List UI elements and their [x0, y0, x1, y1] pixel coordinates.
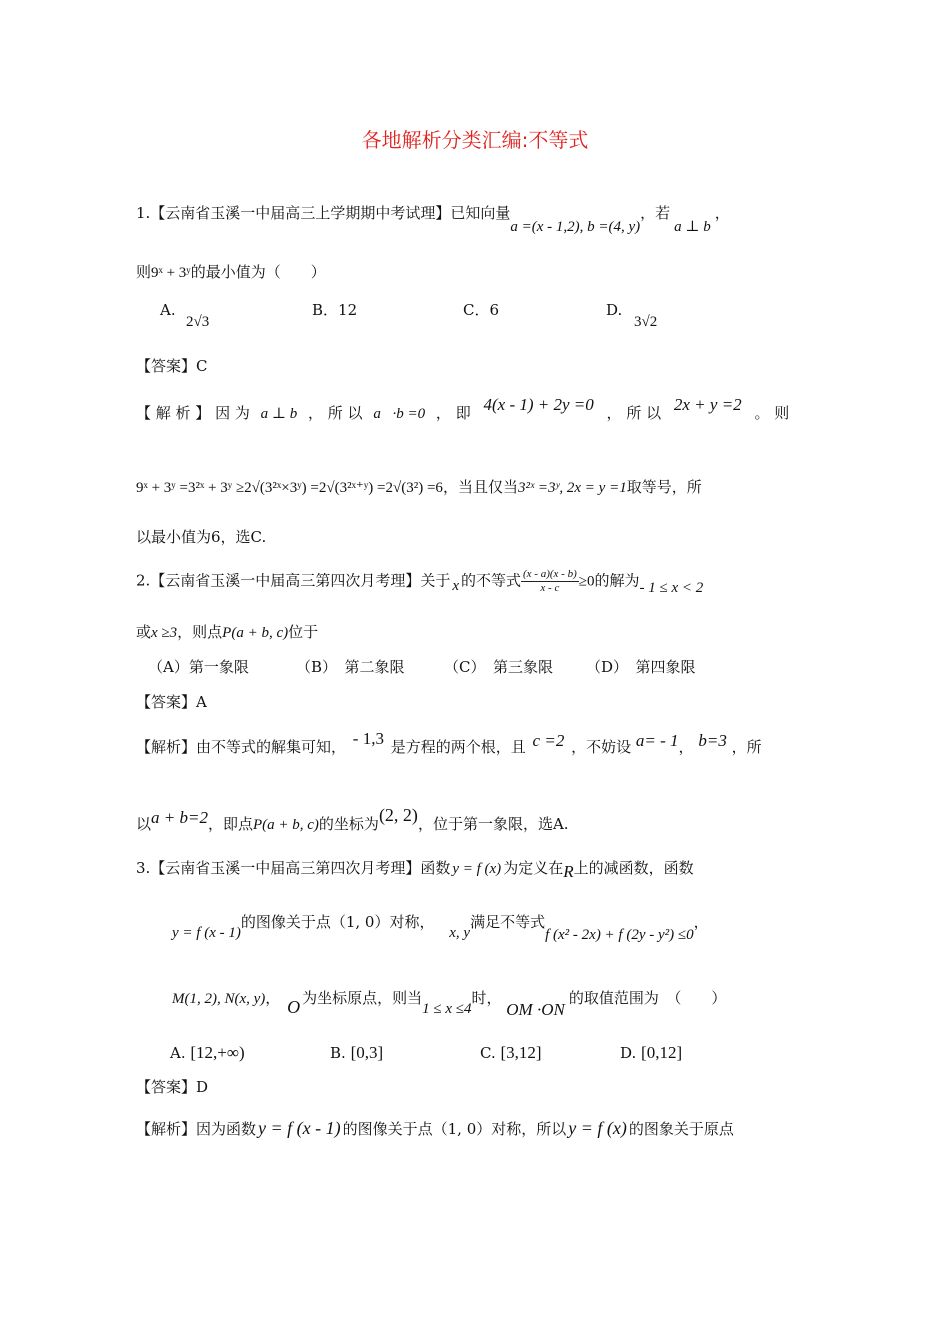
q1-exp-eq1: 4(x - 1) + 2y =0 [483, 395, 594, 414]
q2-ge0: ≥0 [578, 573, 595, 590]
q1-answer: 【答案】C [136, 357, 208, 375]
q2-stem-line-1 [136, 568, 703, 595]
q2-answer: 【答案】A [136, 693, 207, 711]
q3-stem-f: 为坐标原点，则当 [302, 989, 423, 1007]
q1-option-c: C．6 [463, 301, 500, 319]
q3-stem-line-3 [172, 987, 727, 1019]
q2-exp-5: 以 [136, 815, 152, 833]
q2-fraction [521, 568, 579, 595]
q1-stem-a: 1.【云南省玉溪一中届高三上学期期中考试理】已知向量 [136, 204, 511, 222]
q2-frac-num: (x - a)(x - b) [523, 568, 577, 580]
q3-stem-g: 时， [471, 989, 502, 1007]
q1-if: ，若 [640, 204, 671, 222]
page-title: 各地解析分类汇编:不等式 [361, 128, 589, 152]
q1-stem-line-2 [136, 262, 326, 283]
q2-option-d: （D） 第四象限 [586, 658, 696, 676]
q1-then: 则 [136, 263, 152, 281]
q3-option-d-label: D. [620, 1044, 637, 1062]
q3-option-a [170, 1043, 245, 1063]
q3-option-a-label: A. [170, 1044, 186, 1062]
q2-exp-coord: (2, 2) [378, 805, 418, 825]
q1-condition: a ⊥ b [674, 219, 711, 235]
q3-explanation-line-1 [136, 1118, 734, 1139]
q3-option-a-value: [12,+∞) [190, 1043, 245, 1062]
q3-dot: OM ·ON [506, 1000, 565, 1019]
q1-exp-7: 取等号，所 [626, 478, 702, 496]
q2-x: x [452, 577, 459, 594]
q3-comma: ， [693, 913, 709, 931]
q3-stem-a: 3.【云南省玉溪一中届高三第四次月考理】函数 [136, 859, 451, 877]
q1-vectors: a =(x - 1,2), b =(4, y) [510, 219, 641, 235]
q2-exp-7: 的坐标为 [318, 815, 379, 833]
q3-comma2: ， [265, 989, 281, 1007]
q3-exp-3: 的图象关于原点 [628, 1120, 734, 1138]
q1-exp-perp: a ⊥ b [260, 406, 298, 422]
q1-option-d-value: 3√2 [634, 314, 658, 330]
q1-exp-1: 【 解 析 】 因 为 [136, 404, 250, 422]
q1-explanation-line-1 [136, 395, 816, 424]
q3-stem-d: 的图像关于点（1, 0）对称， [240, 913, 435, 931]
q1-exp-2: ， 所 以 [308, 404, 363, 422]
q2-option-c: （C） 第三象限 [444, 658, 553, 676]
q2-exp-a: a= - 1 [635, 731, 679, 750]
q1-option-b: B．12 [312, 301, 358, 319]
q1-exp-6: ，当且仅当 [442, 478, 518, 496]
q2-exp-6: ，即点 [207, 815, 253, 833]
q2-option-a: （A）第一象限 [148, 658, 249, 676]
q1-explanation-line-2 [136, 477, 702, 498]
q3-option-c-label: C. [480, 1044, 496, 1062]
q3-stem-line-2 [172, 912, 709, 943]
q2-exp-roots: - 1,3 [352, 729, 384, 748]
q1-exp-4: ， 所 以 [606, 404, 662, 422]
q3-stem-line-1 [136, 858, 694, 879]
q1-stem-line-1 [136, 203, 730, 235]
q3-exp-f2: y = f (x) [568, 1118, 627, 1138]
q1-exp-3: ， 即 [435, 404, 471, 422]
q2-explanation-line-1 [136, 729, 816, 757]
q2-range: - 1 ≤ x < 2 [639, 579, 704, 596]
q2-stem-mid: 的不等式 [461, 571, 522, 590]
q3-range: 1 ≤ x ≤4 [422, 1001, 472, 1017]
q3-O: O [287, 997, 301, 1017]
q2-option-b: （B） 第二象限 [296, 658, 405, 676]
q2-point: P(a + b, c) [222, 625, 289, 641]
q1-option-a-label: A. [160, 301, 176, 319]
q3-stem-h: 的取值范围为 （ ） [568, 989, 727, 1007]
q2-then: ，则点 [177, 623, 223, 641]
q3-option-c-value: [3,12] [500, 1043, 542, 1062]
q3-option-c [480, 1043, 542, 1063]
q3-stem-c: 上的减函数，函数 [573, 859, 694, 877]
q2-exp-c: c =2 [532, 731, 565, 750]
q2-stem-a: 2.【云南省玉溪一中届高三第四次月考理】关于 [136, 571, 451, 590]
q1-exp-dot: a⃗·b =0 [373, 406, 426, 422]
q2-exp-3: ，不妨设 [571, 738, 632, 756]
q2-exp-sep: ， [678, 738, 694, 756]
q1-option-a-value: 2√3 [186, 314, 210, 330]
q3-option-b-label: B. [330, 1044, 346, 1062]
q1-exp-cond: 3²ˣ =3ʸ, 2x = y =1 [517, 480, 627, 496]
q3-func: y = f (x) [452, 861, 502, 877]
q1-option-d-label: D. [606, 301, 623, 319]
q3-mn: M(1, 2), N(x, y) [172, 991, 266, 1007]
q2-exp-1: 【解析】由不等式的解集可知， [136, 738, 347, 756]
q3-exp-2: 的图像关于点（1, 0）对称，所以 [342, 1120, 567, 1138]
q3-exp-f1: y = f (x - 1) [258, 1118, 341, 1138]
q2-exp-4: ，所 [731, 738, 762, 756]
q3-ineq: f (x² - 2x) + f (2y - y²) ≤0 [545, 927, 694, 943]
q1-stem-b: 的最小值为（ ） [190, 263, 326, 281]
q1-exp-eq2: 2x + y =2 [673, 395, 742, 414]
q3-option-d [620, 1043, 682, 1063]
q2-exp-2: 是方程的两个根，且 [390, 738, 526, 756]
q3-func2: y = f (x - 1) [172, 925, 241, 941]
q3-option-b-value: [0,3] [350, 1043, 384, 1062]
q2-x3: x ≥3 [151, 625, 178, 641]
q2-located: 位于 [288, 623, 319, 641]
q3-answer: 【答案】D [136, 1078, 209, 1096]
q1-exp-8: 以最小值为6，选C. [136, 528, 267, 546]
q2-stem-sol: 的解为 [594, 571, 640, 590]
q3-option-d-value: [0,12] [641, 1043, 683, 1062]
q3-stem-e: 满足不等式 [470, 913, 546, 931]
q3-stem-b: 为定义在 [503, 859, 564, 877]
q2-frac-den: x - c [540, 582, 560, 594]
q2-or: 或 [136, 623, 152, 641]
q1-exp-chain: 9ˣ + 3ʸ =3²ˣ + 3ʸ ≥2√(3²ˣ×3ʸ) =2√(3²ˣ⁺ʸ) =2√(3²) =6 [136, 480, 443, 496]
q2-exp-ab: a + b=2 [151, 808, 208, 827]
q3-xy: x, y [449, 925, 471, 941]
q3-option-b [330, 1043, 383, 1063]
q1-comma: ， [714, 204, 730, 222]
q3-exp-1: 【解析】因为函数 [136, 1120, 257, 1138]
q2-exp-b: b=3 [698, 731, 727, 750]
q2-stem-line-2 [136, 622, 318, 643]
q1-expression: 9ˣ + 3ʸ [151, 265, 191, 281]
q2-explanation-line-2 [136, 805, 569, 835]
q1-exp-5: 。 则 [754, 404, 790, 422]
q3-R: R [563, 862, 574, 881]
q2-exp-8: ，位于第一象限，选A. [417, 815, 569, 833]
q2-exp-p: P(a + b, c) [252, 817, 319, 833]
